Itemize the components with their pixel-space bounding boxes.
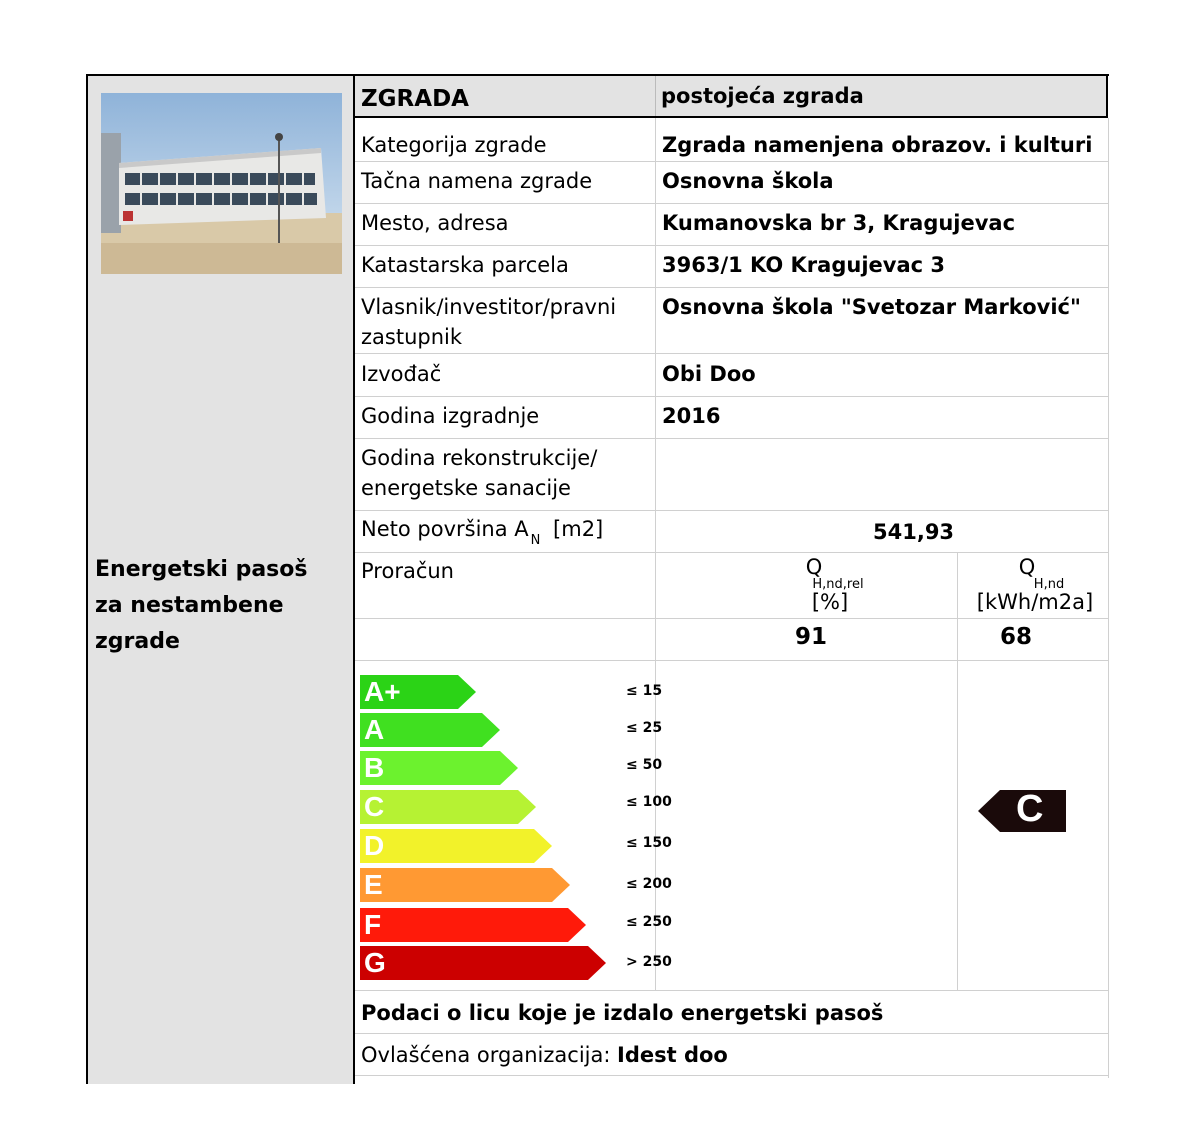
- row-owner: Vlasnik/investitor/pravni zastupnik Osnovna škola "Svetozar Marković": [355, 292, 1108, 354]
- header-status: postojeća zgrada: [661, 84, 864, 108]
- energy-class-threshold: > 250: [626, 954, 672, 970]
- energy-class-bar: [360, 908, 586, 942]
- building-header: [355, 76, 1108, 118]
- issuer-org-value: Idest doo: [617, 1043, 728, 1067]
- row-category: Kategorija zgrade Zgrada namenjena obrazov. i kulturi: [355, 130, 1108, 162]
- row-address: Mesto, adresa Kumanovska br 3, Kragujevac: [355, 208, 1108, 246]
- energy-class-bar: [360, 675, 476, 709]
- header-title: ZGRADA: [361, 86, 469, 112]
- energy-class-bar: [360, 790, 536, 824]
- row-net-area: Neto površina A $_N$ [m2] 541,93: [355, 514, 1108, 553]
- q-value: 68: [1000, 624, 1033, 650]
- energy-class-bar: [360, 713, 500, 747]
- energy-class-label: E: [364, 869, 383, 900]
- row-renovation-year: Godina rekonstrukcije/ energetske sanacije: [355, 443, 1108, 511]
- row-calculation-values: [355, 620, 1108, 661]
- energy-class-label: A: [364, 714, 385, 745]
- energy-class-bar: [360, 868, 570, 902]
- energy-class-threshold: ≤ 150: [626, 835, 672, 851]
- energy-rating-label: C: [1016, 788, 1044, 830]
- building-photo: [101, 93, 342, 274]
- energy-class-bar: [360, 946, 606, 980]
- energy-class-label: F: [364, 909, 382, 940]
- row-calculation: Proračun Q H,nd,rel [%] Q H,nd [kWh/m2a]: [355, 556, 1108, 619]
- energy-class-label: G: [364, 947, 386, 978]
- row-contractor: Izvođač Obi Doo: [355, 359, 1108, 397]
- row-build-year: Godina izgradnje 2016: [355, 401, 1108, 439]
- q-rel-value: 91: [795, 624, 828, 650]
- row-issuer-heading: Podaci o licu koje je izdalo energetski pasoš: [355, 994, 1108, 1034]
- energy-class-threshold: ≤ 100: [626, 794, 672, 810]
- energy-class-threshold: ≤ 25: [626, 720, 663, 736]
- energy-rating-indicator: [978, 790, 1066, 832]
- q-header: Q H,nd [kWh/m2a]: [976, 555, 1094, 614]
- energy-class-label: A+: [364, 676, 401, 707]
- energy-class-threshold: ≤ 200: [626, 876, 672, 892]
- energy-class-bar: [360, 829, 552, 863]
- energy-class-label: B: [364, 752, 385, 783]
- energy-class-label: C: [364, 791, 385, 822]
- energy-class-threshold: ≤ 250: [626, 914, 672, 930]
- energy-class-threshold: ≤ 15: [626, 683, 663, 699]
- energy-class-threshold: ≤ 50: [626, 757, 663, 773]
- q-rel-header: Q H,nd,rel [%]: [805, 555, 864, 614]
- row-purpose: Tačna namena zgrade Osnovna škola: [355, 166, 1108, 204]
- document-title: Energetski pasoš za nestambene zgrade: [95, 557, 308, 654]
- row-issuer-org: Ovlašćena organizacija: Idest doo: [355, 1036, 1108, 1076]
- row-parcel: Katastarska parcela 3963/1 KO Kragujevac 3: [355, 250, 1108, 288]
- net-area-value: 541,93: [873, 520, 955, 544]
- energy-class-label: D: [364, 830, 385, 861]
- energy-class-bar: [360, 751, 518, 785]
